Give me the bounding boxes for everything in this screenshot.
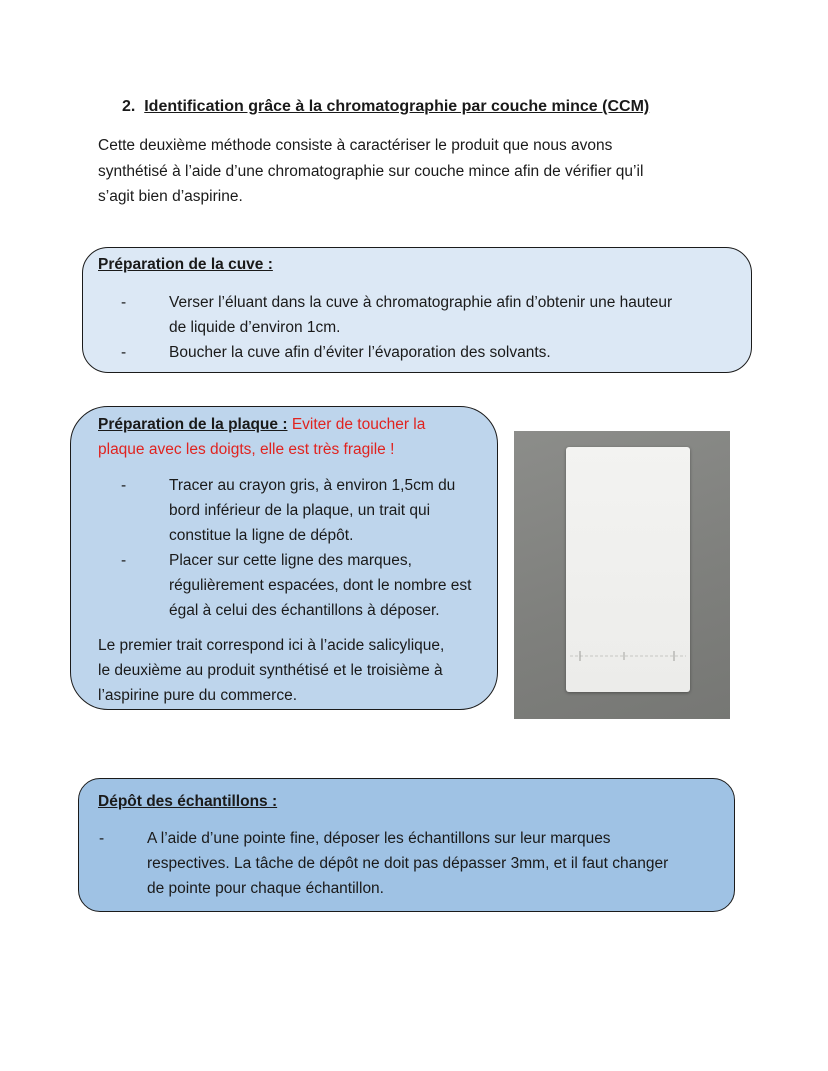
intro-paragraph xyxy=(98,133,738,210)
plaque-item-line: Placer sur cette ligne des marques, xyxy=(169,552,412,569)
cuve-item-line: Verser l’éluant dans la cuve à chromatographie afin d’obtenir une hauteur xyxy=(169,294,673,311)
cuve-list xyxy=(121,290,741,365)
section-title: Identification grâce à la chromatographie par couche mince (CCM) xyxy=(144,98,650,115)
plaque-note-line: l’aspirine pure du commerce. xyxy=(98,687,298,704)
intro-line: s’agit bien d’aspirine. xyxy=(98,188,243,205)
plaque-item-line: constitue la ligne de dépôt. xyxy=(169,527,354,544)
plaque-item-line: égal à celui des échantillons à déposer. xyxy=(169,602,440,619)
plaque-note-line: le deuxième au produit synthétisé et le troisième à xyxy=(98,662,443,679)
bullet-dash: - xyxy=(121,477,127,494)
depot-item xyxy=(99,826,729,901)
plaque-item-line: régulièrement espacées, dont le nombre est xyxy=(169,577,472,594)
depot-title: Dépôt des échantillons : xyxy=(98,793,278,810)
intro-line: Cette deuxième méthode consiste à caractériser le produit que nous avons xyxy=(98,137,613,154)
cuve-item xyxy=(121,340,741,365)
depot-list xyxy=(99,826,729,901)
plaque-item-line: Tracer au crayon gris, à environ 1,5cm du xyxy=(169,477,456,494)
section-heading xyxy=(122,98,649,116)
plaque-note xyxy=(98,633,493,708)
bullet-dash: - xyxy=(99,830,105,847)
plaque-list xyxy=(121,473,491,623)
plaque-item xyxy=(121,473,491,548)
plaque-item xyxy=(121,548,491,623)
plaque-header xyxy=(98,412,488,462)
cuve-item-line: Boucher la cuve afin d’éviter l’évaporation des solvants. xyxy=(169,344,551,361)
section-number: 2. xyxy=(122,98,136,115)
tlc-plate xyxy=(566,447,690,692)
cuve-item xyxy=(121,290,741,340)
plaque-item-line: bord inférieur de la plaque, un trait qui xyxy=(169,502,431,519)
plaque-box xyxy=(70,406,498,710)
cuve-title: Préparation de la cuve : xyxy=(98,256,273,273)
depot-box xyxy=(78,778,735,912)
plaque-warning: Eviter de toucher la xyxy=(291,416,426,433)
depot-item-line: respectives. La tâche de dépôt ne doit pas dépasser 3mm, et il faut changer xyxy=(147,855,669,872)
bullet-dash: - xyxy=(121,294,127,311)
depot-item-line: de pointe pour chaque échantillon. xyxy=(147,880,384,897)
plaque-warning-continued: plaque avec les doigts, elle est très fragile ! xyxy=(98,441,395,458)
deposit-line-marks xyxy=(566,447,690,692)
bullet-dash: - xyxy=(121,344,127,361)
intro-line: synthétisé à l’aide d’une chromatographie sur couche mince afin de vérifier qu’il xyxy=(98,162,644,180)
cuve-item-line: de liquide d’environ 1cm. xyxy=(169,319,341,336)
cuve-box xyxy=(82,247,752,373)
plaque-title: Préparation de la plaque : xyxy=(98,416,288,433)
bullet-dash: - xyxy=(121,552,127,569)
plaque-note-line: Le premier trait correspond ici à l’acide salicylique, xyxy=(98,637,445,654)
depot-item-line: A l’aide d’une pointe fine, déposer les échantillons sur leur marques xyxy=(147,830,611,847)
